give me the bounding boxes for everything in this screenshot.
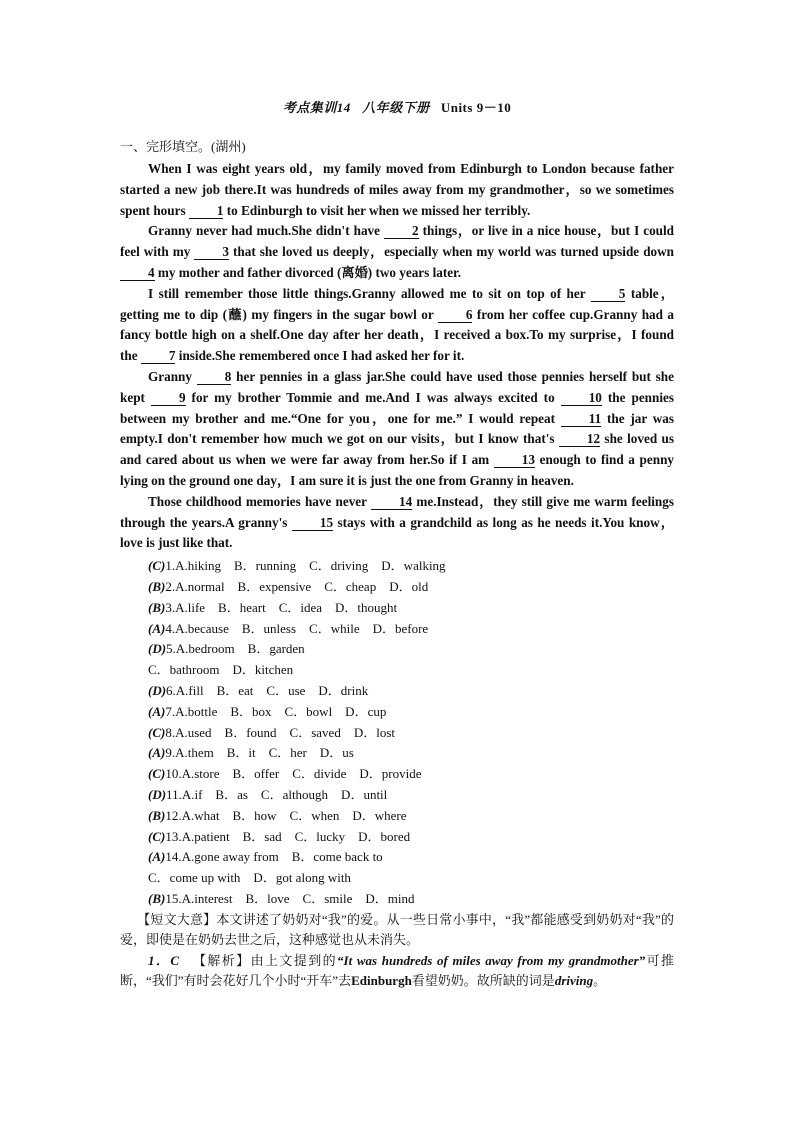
passage-text: things，or live in a nice house，but I could feel with my (120, 223, 675, 260)
option-answer: (D) (148, 682, 167, 698)
option-text: 10.A.store B．offer C．divide D．provide (165, 766, 422, 782)
cloze-blank: 1 (189, 203, 224, 219)
cloze-blank: 12 (559, 431, 600, 447)
option-answer: (A) (148, 703, 166, 719)
answer-options (148, 556, 674, 910)
option-line (148, 660, 674, 681)
passage-text: Granny (148, 368, 197, 384)
option-text: 5.A.bedroom B．garden (166, 641, 305, 657)
cloze-blank: 3 (194, 244, 229, 260)
passage-text: her pennies in a glass jar.She could have used those pennies herself but she kept (120, 368, 674, 405)
option-line (148, 577, 674, 598)
option-answer: (B) (148, 807, 166, 823)
cloze-passage (120, 159, 674, 554)
option-text: 2.A.normal B．expensive C．cheap D．old (165, 578, 429, 594)
passage-text: When I was eight years old，my family moved from Edinburgh to London because father started a new job there.It was hundreds of miles away from my grandmother，so we sometimes spent hours (120, 161, 674, 218)
option-answer: (C) (148, 828, 166, 844)
passage-text: she loved us and cared about us when we were far away from her.So if I am (120, 431, 674, 468)
summary (120, 910, 674, 951)
option-text: C．come up with D．got along with (148, 870, 351, 886)
cloze-blank: 6 (438, 307, 473, 323)
option-answer: (C) (148, 724, 166, 740)
explanation-number: 1．C (148, 952, 179, 968)
passage-paragraph (120, 492, 674, 554)
passage-text: to Edinburgh to visit her when we missed her terribly. (223, 202, 531, 218)
passage-text: enough to find a penny lying on the ground one day，I am sure it is just the one from Granny in heaven. (120, 452, 674, 488)
option-line (148, 889, 674, 910)
explanation-quote: “It was hundreds of miles away from my grandmother” (337, 952, 646, 968)
option-answer: (A) (148, 745, 166, 761)
option-text: 12.A.what B．how C．when D．where (165, 807, 407, 823)
passage-text: Those childhood memories have never (148, 493, 371, 509)
cloze-blank: 11 (561, 411, 601, 427)
passage-text: Granny never had much.She didn't have (148, 223, 385, 239)
option-text: 13.A.patient B．sad C．lucky D．bored (165, 828, 411, 844)
option-line (148, 598, 674, 619)
option-answer: (A) (148, 849, 166, 865)
passage-text: my mother and father divorced (离婚) two years later. (154, 264, 462, 280)
passage-text: from her coffee cup.Granny had a fancy bottle high on a shelf.One day after her death，I received a box.To my surprise，I found the (120, 306, 675, 364)
cloze-blank: 4 (120, 265, 155, 281)
passage-text: that she loved us deeply，especially when my world was turned upside down (229, 244, 674, 260)
option-answer: (A) (148, 620, 166, 636)
option-line (148, 827, 674, 848)
cloze-blank: 5 (591, 286, 626, 302)
cloze-blank: 2 (384, 223, 419, 239)
summary-text: 本文讲述了奶奶对“我”的爱。从一些日常小事中，“我”都能感受到奶奶对“我”的爱，即使是在奶奶去世之后，这种感觉也从未消失。 (120, 911, 674, 948)
option-text: 15.A.interest B．love C．smile D．mind (165, 890, 415, 906)
option-line (148, 743, 674, 764)
summary-label: 【短文大意】 (137, 911, 217, 927)
cloze-blank: 7 (141, 348, 176, 364)
passage-text: table，getting me to dip (蘸) my fingers in the sugar bowl or (120, 285, 674, 322)
option-text: C．bathroom D．kitchen (148, 662, 294, 678)
option-text: 3.A.life B．heart C．idea D．thought (165, 599, 398, 615)
option-line (148, 847, 674, 868)
option-line (148, 806, 674, 827)
explanation-answer-word: driving (554, 973, 594, 989)
option-line (148, 556, 674, 577)
option-line (148, 702, 674, 723)
option-answer: (B) (148, 890, 166, 906)
passage-text: for my brother Tommie and me.And I was always excited to (185, 389, 561, 405)
option-text: 6.A.fill B．eat C．use D．drink (166, 682, 369, 698)
option-line (148, 785, 674, 806)
explanation (120, 951, 674, 992)
option-answer: (D) (148, 641, 167, 657)
cloze-blank: 9 (151, 390, 186, 406)
cloze-blank: 14 (371, 494, 412, 510)
explanation-end: 。 (593, 973, 607, 989)
cloze-blank: 10 (561, 390, 602, 406)
title-right: Units 9－10 (440, 100, 512, 115)
passage-paragraph (120, 159, 674, 221)
worksheet-page (120, 97, 674, 992)
option-answer: (C) (148, 766, 166, 782)
option-line (148, 868, 674, 889)
section-heading: 一、完形填空。(湖州) (120, 139, 246, 154)
passage-paragraph (120, 284, 674, 367)
option-line (148, 619, 674, 640)
passage-text: stays with a grandchild as long as he needs it.You know，love is just like that. (120, 514, 674, 551)
explanation-mid1: 可推断，“我们”有时会花好几个小时“开车”去 (120, 952, 674, 989)
explanation-label: 【解析】 (192, 952, 251, 968)
option-text: 7.A.bottle B．box C．bowl D．cup (165, 703, 387, 719)
explanation-pre: 由上文提到的 (250, 952, 338, 968)
explanation-mid2: 看望奶奶。故所缺的词是 (411, 973, 555, 989)
option-answer: (B) (148, 578, 166, 594)
page-title (120, 97, 674, 116)
explanation-place: Edinburgh (351, 973, 412, 989)
passage-text: me.Instead，they still give me warm feelings through the years.A granny's (120, 493, 674, 530)
option-line (148, 723, 674, 744)
option-line (148, 681, 674, 702)
passage-text: the pennies between my brother and me.“One for you，one for me.” I would repeat (120, 389, 674, 426)
cloze-blank: 8 (197, 369, 232, 385)
passage-paragraph (120, 367, 674, 492)
passage-text: inside.She remembered once I had asked her for it. (175, 348, 465, 364)
option-line (148, 639, 674, 660)
title-mid: 八年级下册 (362, 100, 430, 115)
passage-text: the jar was empty.I don't remember how much we got on our visits，but I know that's (120, 410, 674, 447)
option-text: 4.A.because B．unless C．while D．before (165, 620, 429, 636)
option-text: 8.A.used B．found C．saved D．lost (165, 724, 396, 740)
option-line (148, 764, 674, 785)
cloze-blank: 13 (494, 452, 535, 468)
passage-text: I still remember those little things.Granny allowed me to sit on top of her (148, 285, 591, 301)
option-answer: (C) (148, 558, 166, 574)
option-text: 11.A.if B．as C．although D．until (166, 786, 388, 802)
passage-paragraph (120, 221, 674, 283)
cloze-blank: 15 (292, 515, 333, 531)
option-answer: (D) (148, 786, 167, 802)
option-answer: (B) (148, 599, 166, 615)
option-text: 14.A.gone away from B．come back to (165, 849, 383, 865)
title-left: 考点集训14 (282, 100, 351, 115)
option-text: 9.A.them B．it C．her D．us (165, 745, 354, 761)
option-text: 1.A.hiking B．running C．driving D．walking (165, 558, 446, 574)
